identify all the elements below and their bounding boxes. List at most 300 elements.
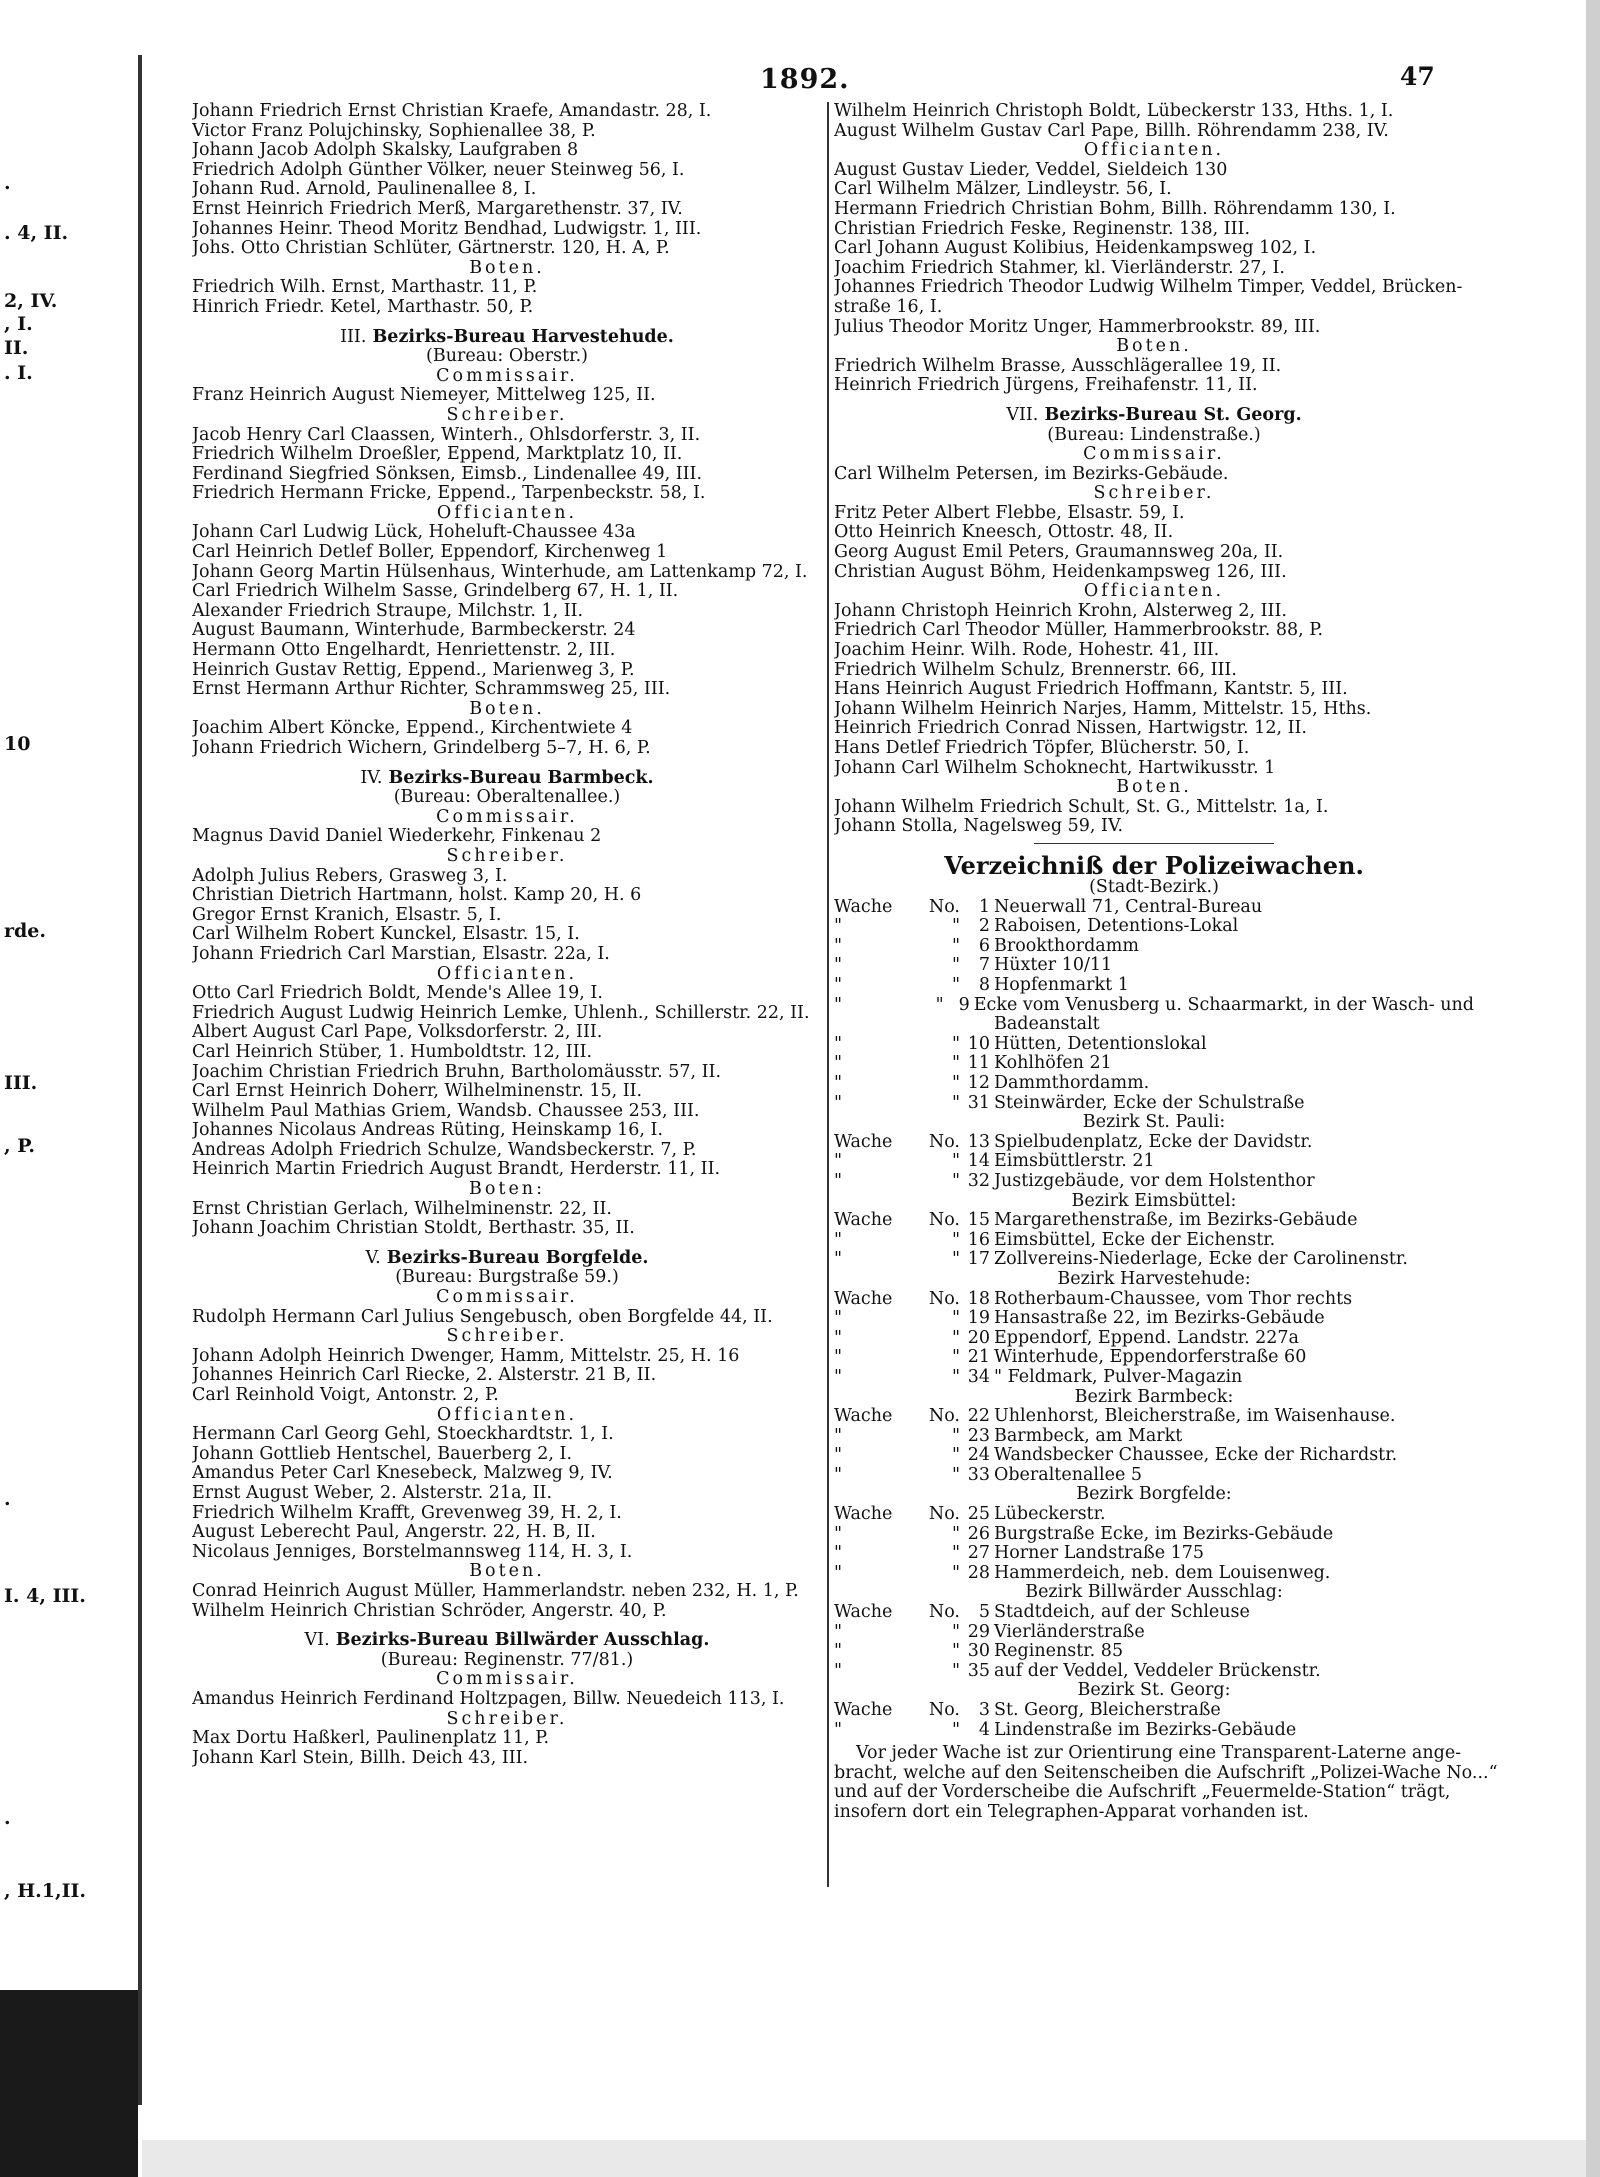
- station-no-label: [912, 1015, 960, 1035]
- police-station-row: [834, 1250, 1474, 1270]
- station-prefix: ": [834, 1719, 843, 1740]
- officianten-entry: Johann Carl Ludwig Lück, Hoheluft-Chaussee 43a: [192, 523, 636, 543]
- police-station-row: [834, 898, 1474, 918]
- commissair-entry: Rudolph Hermann Carl Julius Sengebusch, oben Borgfelde 44, II.: [192, 1307, 773, 1327]
- bureau-address: (Bureau: Lindenstraße.): [1047, 424, 1261, 445]
- schreiber-entry: Fritz Peter Albert Flebbe, Elsastr. 59, I.: [834, 503, 1185, 523]
- binding-shadow: [0, 1990, 138, 2177]
- schreiber-entry: Ferdinand Siegfried Sönksen, Eimsb., Lindenallee 49, III.: [192, 464, 703, 484]
- station-no-label: ": [935, 994, 944, 1015]
- station-no-label: ": [951, 1151, 960, 1172]
- officianten-entry: Heinrich Friedrich Conrad Nissen, Hartwigstr. 12, II.: [834, 719, 1307, 739]
- station-no-label: No.: [928, 1210, 960, 1231]
- officianten-entry: Alexander Friedrich Straupe, Milchstr. 1, II.: [192, 601, 584, 621]
- police-station-row: [834, 976, 1474, 996]
- schreiber-entry: Jacob Henry Carl Claassen, Winterh., Ohlsdorferstr. 3, II.: [192, 425, 701, 445]
- station-prefix: ": [834, 955, 843, 976]
- station-prefix: ": [834, 935, 843, 956]
- station-no-label: No.: [928, 1700, 960, 1720]
- section-number: VI.: [304, 1630, 330, 1651]
- police-station-row: [834, 996, 1474, 1016]
- bureau-section-heading: [192, 1249, 822, 1269]
- station-prefix: ": [834, 1053, 843, 1074]
- official-entry: Johannes Heinr. Theod Moritz Bendhad, Ludwigstr. 1, III.: [192, 219, 702, 239]
- station-prefix: ": [834, 1543, 843, 1564]
- police-station-row: [834, 1231, 1474, 1251]
- boten-entry: Joachim Albert Köncke, Eppend., Kirchentwiete 4: [192, 719, 633, 739]
- station-prefix: ": [834, 1073, 843, 1093]
- police-station-row: [834, 1152, 1474, 1172]
- station-number: 35: [967, 1660, 990, 1681]
- bureau-address: (Bureau: Oberaltenallee.): [393, 787, 621, 808]
- station-address: Hansastraße 22, im Bezirks-Gebäude: [994, 1308, 1325, 1329]
- officianten-entry: Heinrich Martin Friedrich August Brandt, Herderstr. 11, II.: [192, 1160, 721, 1180]
- official-entry: Johann Rud. Arnold, Paulinenallee 8, I.: [192, 180, 537, 200]
- schreiber-entry: Johann Friedrich Carl Marstian, Elsastr. 22a, I.: [192, 944, 610, 964]
- station-address: Wandsbecker Chaussee, Ecke der Richardstr.: [994, 1445, 1398, 1466]
- station-number: 28: [967, 1562, 990, 1583]
- station-number: 8: [978, 975, 990, 996]
- station-prefix: ": [834, 1464, 843, 1485]
- officianten-entry: Hans Detlef Friedrich Töpfer, Blücherstr. 50, I.: [834, 739, 1250, 758]
- boten-entry: Johann Friedrich Wichern, Grindelberg 5–7, H. 6, P.: [192, 739, 651, 758]
- station-address: Stadtdeich, auf der Schleuse: [994, 1602, 1250, 1623]
- gutter-fragment: , P.: [4, 1135, 35, 1157]
- officianten-entry: Ernst Hermann Arthur Richter, Schrammsweg 25, III.: [192, 680, 671, 700]
- station-no-label: ": [951, 1347, 960, 1368]
- station-address: Raboisen, Detentions-Lokal: [994, 916, 1239, 937]
- station-number: 2: [978, 916, 990, 937]
- station-address: Eppendorf, Eppend. Landstr. 227a: [994, 1327, 1299, 1348]
- station-prefix: Wache: [834, 1406, 893, 1427]
- boten-entry: Johann Wilhelm Friedrich Schult, St. G., Mittelstr. 1a, I.: [834, 797, 1329, 817]
- station-number: 11: [967, 1053, 990, 1074]
- station-no-label: No.: [928, 1602, 960, 1623]
- station-prefix: ": [834, 1523, 843, 1544]
- commissair-entry: Amandus Heinrich Ferdinand Holtzpagen, Billw. Neuedeich 113, I.: [192, 1689, 785, 1709]
- police-station-row: [834, 1544, 1474, 1564]
- station-no-label: ": [951, 1229, 960, 1250]
- officianten-entry: Carl Heinrich Stüber, 1. Humboldtstr. 12, III.: [192, 1042, 593, 1062]
- station-no-label: ": [951, 935, 960, 956]
- station-no-label: ": [951, 1621, 960, 1642]
- police-station-row: [834, 1623, 1474, 1643]
- officianten-entry: Amandus Peter Carl Knesebeck, Malzweg 9, IV.: [192, 1464, 613, 1484]
- boten-entry: Ernst Christian Gerlach, Wilhelminenstr. 22, II.: [192, 1199, 612, 1219]
- lantern-note-line: bracht, welche auf den Seitenscheiben die Aufschrift „Polizei-Wache No...“: [834, 1762, 1498, 1783]
- gutter-fragment: , I.: [4, 313, 33, 335]
- station-prefix: [834, 1015, 912, 1035]
- station-address: Reginenstr. 85: [994, 1641, 1124, 1662]
- column-divider: [827, 102, 829, 1887]
- officianten-entry: Carl Heinrich Detlef Boller, Eppendorf, Kirchenweg 1: [192, 543, 668, 563]
- station-no-label: ": [951, 975, 960, 996]
- station-address: Winterhude, Eppendorferstraße 60: [994, 1347, 1307, 1368]
- schreiber-entry: Carl Wilhelm Robert Kunckel, Elsastr. 15, I.: [192, 925, 580, 945]
- station-number: 29: [967, 1621, 990, 1642]
- schreiber-entry: Gregor Ernst Kranich, Elsastr. 5, I.: [192, 905, 502, 925]
- gutter-fragment: II.: [4, 337, 29, 359]
- boten-entry: Heinrich Friedrich Jürgens, Freihafenstr. 11, II.: [834, 376, 1258, 396]
- police-station-row: [834, 1427, 1474, 1447]
- boten-entry: Hinrich Friedr. Ketel, Marthastr. 50, P.: [192, 297, 534, 317]
- schreiber-entry: Christian Dietrich Hartmann, holst. Kamp 20, H. 6: [192, 886, 642, 906]
- station-number: 13: [967, 1131, 990, 1152]
- schreiber-entry: Johann Adolph Heinrich Dwenger, Hamm, Mittelstr. 25, H. 16: [192, 1346, 740, 1366]
- station-prefix: ": [834, 1641, 843, 1662]
- bureau-section-heading: [192, 1631, 822, 1651]
- police-station-row: [834, 1603, 1474, 1623]
- station-prefix: Wache: [834, 896, 893, 917]
- station-no-label: ": [951, 1445, 960, 1466]
- station-number: 21: [967, 1347, 990, 1368]
- station-no-label: ": [951, 1660, 960, 1681]
- binding-line: [138, 55, 142, 2105]
- officianten-entry: Johannes Nicolaus Andreas Rüting, Heinskamp 16, I.: [192, 1121, 664, 1141]
- boten-label: Boten.: [469, 698, 545, 719]
- station-no-label: ": [951, 1719, 960, 1740]
- station-number: 7: [978, 955, 990, 976]
- station-no-label: ": [951, 1562, 960, 1583]
- station-no-label: ": [951, 955, 960, 976]
- officianten-label: Officianten.: [1083, 581, 1225, 602]
- station-prefix: ": [834, 1033, 843, 1054]
- left-column: [192, 102, 822, 1768]
- officianten-entry: Wilhelm Paul Mathias Griem, Wandsb. Chaussee 253, III.: [192, 1101, 700, 1121]
- station-address: Eimsbüttlerstr. 21: [994, 1151, 1155, 1172]
- station-address: Dammthordamm.: [994, 1073, 1150, 1093]
- officianten-entry: Johann Christoph Heinrich Krohn, Alsterweg 2, III.: [834, 601, 1287, 621]
- gutter-fragment: .: [4, 1488, 11, 1510]
- officianten-entry: Johann Carl Wilhelm Schoknecht, Hartwikusstr. 1: [834, 758, 1276, 778]
- station-no-label: No.: [928, 1131, 960, 1152]
- station-number: [960, 1015, 994, 1035]
- station-prefix: ": [834, 1660, 843, 1681]
- station-address: Ecke vom Venusberg u. Schaarmarkt, in der Wasch- und: [973, 994, 1474, 1015]
- section-title: Bezirks-Bureau Billwärder Ausschlag.: [335, 1630, 710, 1651]
- station-no-label: ": [951, 1170, 960, 1191]
- officianten-entry: Nicolaus Jenniges, Borstelmannsweg 114, H. 3, I.: [192, 1542, 633, 1562]
- officianten-entry: Otto Carl Friedrich Boldt, Mende's Allee 19, I.: [192, 984, 603, 1004]
- station-prefix: ": [834, 975, 843, 996]
- section-number: VII.: [1006, 404, 1039, 425]
- schreiber-entry: Friedrich Hermann Fricke, Eppend., Tarpenbeckstr. 58, I.: [192, 484, 706, 504]
- boten-label: Boten:: [469, 1179, 545, 1200]
- station-prefix: ": [834, 1092, 843, 1113]
- police-station-row: [834, 1054, 1474, 1074]
- station-address: Hammerdeich, neb. dem Louisenweg.: [994, 1562, 1331, 1583]
- station-no-label: ": [951, 1641, 960, 1662]
- station-address: Hütten, Detentionslokal: [994, 1033, 1207, 1054]
- station-address: Barmbeck, am Markt: [994, 1425, 1183, 1446]
- officianten-entry: Albert August Carl Pape, Volksdorferstr. 2, III.: [192, 1023, 603, 1043]
- district-label: Bezirk St. Pauli:: [1082, 1112, 1226, 1133]
- bureau-section-heading: [192, 769, 822, 789]
- lantern-note-line: insofern dort ein Telegraphen-Apparat vorhanden ist.: [834, 1801, 1309, 1822]
- police-station-row: [834, 1074, 1474, 1094]
- police-station-row: [834, 1172, 1474, 1192]
- commissair-label: Commissair.: [1083, 444, 1225, 465]
- officianten-entry: August Baumann, Winterhude, Barmbeckerstr. 24: [192, 621, 636, 641]
- district-label: Bezirk St. Georg:: [1077, 1680, 1231, 1701]
- station-prefix: ": [834, 916, 843, 937]
- station-prefix: Wache: [834, 1288, 893, 1309]
- section-number: III.: [340, 326, 367, 347]
- gutter-fragment: .: [4, 172, 11, 194]
- officianten-entry: Hans Heinrich August Friedrich Hoffmann, Kantstr. 5, III.: [834, 680, 1348, 700]
- bureau-address: (Bureau: Oberstr.): [426, 346, 588, 367]
- station-number: 22: [967, 1406, 990, 1427]
- district-label: Bezirk Eimsbüttel:: [1071, 1190, 1237, 1211]
- official-entry: Wilhelm Heinrich Christoph Boldt, Lübeckerstr 133, Hths. 1, I.: [834, 102, 1394, 121]
- station-number: 9: [958, 994, 970, 1015]
- commissair-label: Commissair.: [436, 365, 578, 386]
- section-title: Bezirks-Bureau Harvestehude.: [372, 326, 674, 347]
- station-address: Burgstraße Ecke, im Bezirks-Gebäude: [994, 1523, 1334, 1544]
- section-rule: [1034, 843, 1274, 845]
- station-prefix: ": [834, 1229, 843, 1250]
- police-station-row: [834, 1525, 1474, 1545]
- boten-label: Boten.: [1116, 777, 1192, 798]
- district-label: Bezirk Borgfelde:: [1076, 1484, 1232, 1505]
- official-entry: August Wilhelm Gustav Carl Pape, Billh. Röhrendamm 238, IV.: [834, 121, 1389, 141]
- station-no-label: No.: [928, 1504, 960, 1525]
- officianten-entry: Joachim Christian Friedrich Bruhn, Bartholomäusstr. 57, II.: [192, 1062, 722, 1082]
- station-address: Brookthordamm: [994, 935, 1139, 956]
- station-address: Lübeckerstr.: [994, 1504, 1106, 1525]
- boten-label: Boten.: [469, 257, 545, 278]
- schreiber-entry: Carl Reinhold Voigt, Antonstr. 2, P.: [192, 1386, 499, 1405]
- commissair-entry: Carl Wilhelm Petersen, im Bezirks-Gebäude.: [834, 464, 1229, 484]
- gutter-fragment: rde.: [4, 920, 46, 942]
- station-prefix: ": [834, 1151, 843, 1172]
- gutter-fragment: .: [4, 1807, 11, 1829]
- police-stations-title: Verzeichniß der Polizeiwachen.: [944, 851, 1364, 881]
- section-title: Bezirks-Bureau St. Georg.: [1044, 404, 1302, 425]
- station-no-label: No.: [928, 896, 960, 917]
- boten-entry: Friedrich Wilh. Ernst, Marthastr. 11, P.: [192, 278, 538, 298]
- officianten-entry: Carl Wilhelm Mälzer, Lindleystr. 56, I.: [834, 180, 1172, 200]
- station-address: Eimsbüttel, Ecke der Eichenstr.: [994, 1229, 1276, 1250]
- station-number: 10: [967, 1033, 990, 1054]
- officianten-entry: Hermann Friedrich Christian Bohm, Billh. Röhrendamm 130, I.: [834, 199, 1396, 219]
- gutter-fragment: III.: [4, 1072, 38, 1094]
- police-station-row: [834, 1094, 1474, 1114]
- officianten-entry: Carl Johann August Kolibius, Heidenkampsweg 102, I.: [834, 239, 1317, 259]
- gutter-fragment: , H.1,II.: [4, 1880, 87, 1902]
- commissair-label: Commissair.: [436, 806, 578, 827]
- station-prefix: ": [834, 1366, 843, 1387]
- station-no-label: ": [951, 1308, 960, 1329]
- officianten-entry: Ernst August Weber, 2. Alsterstr. 21a, II.: [192, 1483, 553, 1503]
- official-entry: Johs. Otto Christian Schlüter, Gärtnerstr. 120, H. A, P.: [192, 239, 670, 259]
- district-label: Bezirk Barmbeck:: [1074, 1386, 1234, 1407]
- police-station-row: [834, 1407, 1474, 1427]
- officianten-entry: Joachim Heinr. Wilh. Rode, Hohestr. 41, III.: [834, 641, 1220, 661]
- station-no-label: ": [951, 1073, 960, 1093]
- station-no-label: No.: [928, 1288, 960, 1309]
- station-number: 27: [967, 1543, 990, 1564]
- station-no-label: ": [951, 1053, 960, 1074]
- station-number: 14: [967, 1151, 990, 1172]
- schreiber-entry: Max Dortu Haßkerl, Paulinenplatz 11, P.: [192, 1729, 550, 1749]
- page-number: 47: [1400, 62, 1435, 91]
- boten-entry: Johann Joachim Christian Stoldt, Berthastr. 35, II.: [192, 1219, 635, 1239]
- officianten-entry: Johann Wilhelm Heinrich Narjes, Hamm, Mittelstr. 15, Hths.: [834, 699, 1372, 719]
- station-number: 20: [967, 1327, 990, 1348]
- station-prefix: Wache: [834, 1700, 893, 1720]
- station-address: Justizgebäude, vor dem Holstenthor: [994, 1170, 1315, 1191]
- police-station-row: [834, 1701, 1474, 1721]
- police-station-row: [834, 1290, 1474, 1310]
- schreiber-label: Schreiber.: [1093, 483, 1215, 504]
- station-prefix: ": [834, 1621, 843, 1642]
- police-station-row: [834, 1211, 1474, 1231]
- station-number: 6: [978, 935, 990, 956]
- officianten-entry: Friedrich Wilhelm Schulz, Brennerstr. 66, III.: [834, 660, 1237, 680]
- schreiber-entry: Christian August Böhm, Heidenkampsweg 126, III.: [834, 562, 1287, 582]
- officianten-entry: Hermann Carl Georg Gehl, Stoeckhardtstr. 1, I.: [192, 1425, 614, 1445]
- officianten-entry: Julius Theodor Moritz Unger, Hammerbrookstr. 89, III.: [834, 317, 1321, 337]
- station-prefix: Wache: [834, 1131, 893, 1152]
- page-bottom-edge: [142, 2140, 1600, 2177]
- station-prefix: ": [834, 1308, 843, 1329]
- officianten-entry: Friedrich Wilhelm Krafft, Grevenweg 39, H. 2, I.: [192, 1503, 622, 1523]
- gutter-fragment: 10: [4, 733, 31, 755]
- station-address: Oberaltenallee 5: [994, 1464, 1142, 1485]
- section-number: V.: [365, 1247, 381, 1268]
- station-address: Neuerwall 71, Central-Bureau: [994, 896, 1263, 917]
- station-address: Hopfenmarkt 1: [994, 975, 1129, 996]
- station-number: 12: [967, 1073, 990, 1093]
- officianten-entry: Johannes Friedrich Theodor Ludwig Wilhelm Timper, Veddel, Brücken-: [834, 278, 1463, 298]
- station-address: Badeanstalt: [994, 1014, 1100, 1035]
- district-label: Bezirk Billwärder Ausschlag:: [1025, 1582, 1283, 1603]
- boten-label: Boten.: [469, 1561, 545, 1582]
- station-number: 17: [967, 1249, 990, 1270]
- station-number: 24: [967, 1445, 990, 1466]
- station-no-label: ": [951, 1327, 960, 1348]
- officianten-entry: Christian Friedrich Feske, Reginenstr. 138, III.: [834, 219, 1251, 239]
- right-column: [834, 102, 1498, 1823]
- police-station-row: [834, 1133, 1474, 1153]
- station-number: 15: [967, 1210, 990, 1231]
- officianten-entry: Andreas Adolph Friedrich Schulze, Wandsbeckerstr. 7, P.: [192, 1140, 697, 1160]
- station-no-label: ": [951, 1249, 960, 1270]
- schreiber-entry: Friedrich Wilhelm Droeßler, Eppend, Marktplatz 10, II.: [192, 445, 683, 465]
- station-number: 18: [967, 1288, 990, 1309]
- section-title: Bezirks-Bureau Barmbeck.: [388, 767, 654, 788]
- police-station-row: [834, 1564, 1474, 1584]
- police-station-row: [834, 937, 1474, 957]
- commissair-entry: Franz Heinrich August Niemeyer, Mittelweg 125, II.: [192, 386, 656, 406]
- station-number: 32: [967, 1170, 990, 1191]
- police-station-row: [834, 1721, 1474, 1741]
- officianten-entry: August Gustav Lieder, Veddel, Sieldeich 130: [834, 160, 1228, 180]
- commissair-label: Commissair.: [436, 1669, 578, 1690]
- police-station-row: [834, 1035, 1474, 1055]
- station-prefix: Wache: [834, 1504, 893, 1525]
- police-station-row: [834, 1368, 1474, 1388]
- lantern-note: [834, 1743, 1498, 1822]
- officianten-entry: Carl Ernst Heinrich Doherr, Wilhelminenstr. 15, II.: [192, 1082, 643, 1102]
- station-no-label: No.: [928, 1406, 960, 1427]
- station-number: 25: [967, 1504, 990, 1525]
- police-station-row: [834, 956, 1474, 976]
- police-station-row: [834, 1309, 1474, 1329]
- schreiber-label: Schreiber.: [446, 1326, 568, 1347]
- station-no-label: ": [951, 1366, 960, 1387]
- gutter-fragment: I. 4, III.: [4, 1585, 86, 1607]
- officianten-label: Officianten.: [436, 963, 578, 984]
- station-no-label: ": [951, 916, 960, 937]
- boten-entry: Wilhelm Heinrich Christian Schröder, Angerstr. 40, P.: [192, 1601, 667, 1621]
- official-entry: Johann Friedrich Ernst Christian Kraefe, Amandastr. 28, I.: [192, 102, 712, 121]
- station-no-label: ": [951, 1464, 960, 1485]
- official-entry: Ernst Heinrich Friedrich Merß, Margarethenstr. 37, IV.: [192, 199, 683, 219]
- officianten-entry: Heinrich Gustav Rettig, Eppend., Marienweg 3, P.: [192, 660, 635, 680]
- schreiber-entry: Adolph Julius Rebers, Grasweg 3, I.: [192, 866, 508, 886]
- police-station-row: [834, 1015, 1474, 1035]
- station-address: Zollvereins-Niederlage, Ecke der Carolinenstr.: [994, 1249, 1408, 1270]
- station-number: 19: [967, 1308, 990, 1329]
- official-entry: Johann Jacob Adolph Skalsky, Laufgraben 8: [192, 141, 579, 161]
- schreiber-label: Schreiber.: [446, 404, 568, 425]
- officianten-label: Officianten.: [436, 1404, 578, 1425]
- station-address: Steinwärder, Ecke der Schulstraße: [994, 1092, 1305, 1113]
- commissair-entry: Magnus David Daniel Wiederkehr, Finkenau 2: [192, 827, 602, 847]
- schreiber-entry: Johann Karl Stein, Billh. Deich 43, III.: [192, 1748, 529, 1768]
- officianten-label: Officianten.: [1083, 140, 1225, 161]
- police-station-row: [834, 1505, 1474, 1525]
- station-number: 34: [967, 1366, 990, 1387]
- station-prefix: ": [834, 1170, 843, 1191]
- station-address: Rotherbaum-Chaussee, vom Thor rechts: [994, 1288, 1353, 1309]
- gutter-fragment: . 4, II.: [4, 222, 69, 244]
- police-stations-subtitle: (Stadt-Bezirk.): [1089, 877, 1219, 898]
- officianten-label: Officianten.: [436, 502, 578, 523]
- station-no-label: ": [951, 1523, 960, 1544]
- station-number: 1: [978, 896, 990, 917]
- station-address: Spielbudenplatz, Ecke der Davidstr.: [994, 1131, 1313, 1152]
- page-year: 1892.: [760, 64, 850, 95]
- boten-entry: Johann Stolla, Nagelsweg 59, IV.: [834, 817, 1124, 837]
- gutter-fragment: . I.: [4, 362, 33, 384]
- commissair-label: Commissair.: [436, 1287, 578, 1308]
- station-number: 4: [978, 1719, 990, 1740]
- station-number: 16: [967, 1229, 990, 1250]
- station-no-label: ": [951, 1543, 960, 1564]
- officianten-entry: Friedrich August Ludwig Heinrich Lemke, Uhlenh., Schillerstr. 22, II.: [192, 1003, 810, 1023]
- station-address: Kohlhöfen 21: [994, 1053, 1112, 1074]
- station-number: 31: [967, 1092, 990, 1113]
- section-title: Bezirks-Bureau Borgfelde.: [386, 1247, 649, 1268]
- police-station-row: [834, 917, 1474, 937]
- station-address: Hüxter 10/11: [994, 955, 1113, 976]
- schreiber-label: Schreiber.: [446, 845, 568, 866]
- schreiber-entry: Otto Heinrich Kneesch, Ottostr. 48, II.: [834, 523, 1174, 543]
- station-number: 33: [967, 1464, 990, 1485]
- lantern-note-line: und auf der Vorderscheibe die Aufschrift „Feuermelde-Station“ trägt,: [834, 1782, 1451, 1803]
- station-address: St. Georg, Bleicherstraße: [994, 1700, 1221, 1720]
- station-address: Lindenstraße im Bezirks-Gebäude: [994, 1719, 1297, 1740]
- officianten-entry: Carl Friedrich Wilhelm Sasse, Grindelberg 67, H. 1, II.: [192, 582, 679, 602]
- bureau-section-heading: [192, 328, 822, 348]
- officianten-entry: straße 16, I.: [834, 297, 943, 317]
- station-prefix: ": [834, 994, 843, 1015]
- station-number: 3: [978, 1700, 990, 1720]
- station-address: Margarethenstraße, im Bezirks-Gebäude: [994, 1210, 1358, 1231]
